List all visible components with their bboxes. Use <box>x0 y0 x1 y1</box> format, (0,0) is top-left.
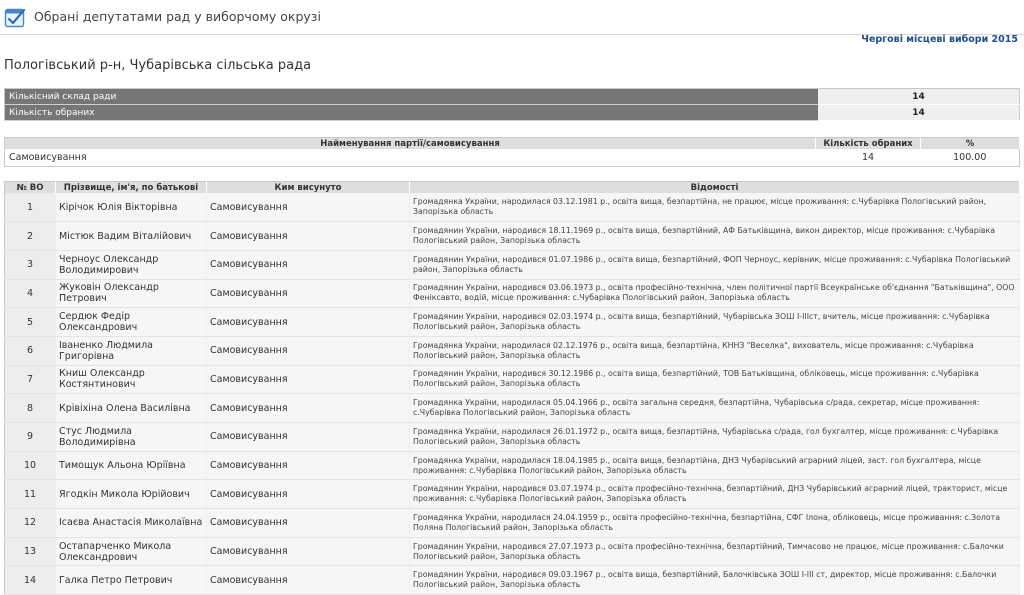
district-number: 4 <box>5 279 56 308</box>
candidate-name: Остапарченко Микола Олександрович <box>56 537 207 566</box>
summary-label: Кількісний склад ради <box>5 89 819 105</box>
nominated-by: Самовисування <box>207 336 410 365</box>
candidate-details: Громадянка України, народилася 26.01.1972 р., освіта вища, безпартійна, Чубарівська с/рада, гол бухгалтер, місце проживання: с.Чубарівка Пологівський район, Запорізька область <box>410 423 1020 452</box>
nominated-by: Самовисування <box>207 394 410 423</box>
summary-value: 14 <box>818 89 1020 105</box>
candidate-details: Громадянин України, народився 27.07.1973 р., освіта професійно-технічна, безпартійний, Тимчасово не працює, місце проживання: с.Балочки Пологівський район, Запорізька область <box>410 537 1020 566</box>
district-number: 2 <box>5 222 56 251</box>
nominated-by: Самовисування <box>207 279 410 308</box>
page-header <box>0 0 1024 35</box>
candidate-row <box>5 279 1020 308</box>
candidate-name: Черноус Олександр Володимирович <box>56 250 207 279</box>
candidate-row <box>5 250 1020 279</box>
summary-table <box>4 88 1020 121</box>
party-count-header: Кількість обраних <box>816 138 921 150</box>
candidate-name: Жуковін Олександр Петрович <box>56 279 207 308</box>
candidate-details: Громадянин України, народився 09.03.1967 р., освіта вища, безпартійний, Балочківська ЗОШ І-ІІІ ст, директор, місце проживання: с.Балочки Пологівський район, Запорізька область <box>410 566 1020 595</box>
candidate-row <box>5 451 1020 480</box>
party-name: Самовисування <box>9 152 87 163</box>
candidate-name: Містюк Вадим Віталійович <box>56 222 207 251</box>
candidates-header-row <box>5 182 1020 194</box>
candidate-details: Громадянин України, народився 01.07.1986 р., освіта вища, безпартійний, ФОП Черноус, керівник, місце проживання: с.Чубарівка Пологівський район, Запорізька область <box>410 250 1020 279</box>
district-number: 12 <box>5 509 56 538</box>
district-number: 7 <box>5 365 56 394</box>
candidate-details: Громадянка України, народилася 18.04.1985 р., освіта вища, безпартійна, ДНЗ Чубарівський аграрний ліцей, заст. гол бухгалтера, місце проживання: с.Чубарівка Пологівський район, Запорізька область <box>410 451 1020 480</box>
district-number: 8 <box>5 394 56 423</box>
candidate-details: Громадянка України, народилася 02.12.1976 р., освіта вища, безпартійна, КННЗ "Веселка", вихователь, місце проживання: с.Чубарівка Пологівський район, Запорізька область <box>410 336 1020 365</box>
nominated-by: Самовисування <box>207 509 410 538</box>
candidate-name: Галка Петро Петрович <box>56 566 207 595</box>
checkbox-icon <box>4 6 26 28</box>
summary-row <box>5 105 1020 121</box>
party-name-header: Найменування партії/самовисування <box>5 138 816 150</box>
candidate-name: Крівіхіна Олена Василівна <box>56 394 207 423</box>
party-percent: 100.00 <box>953 152 987 163</box>
candidate-row <box>5 480 1020 509</box>
summary-row <box>5 89 1020 105</box>
candidate-row <box>5 509 1020 538</box>
parties-table <box>4 137 1020 167</box>
candidate-row <box>5 365 1020 394</box>
nominated-by: Самовисування <box>207 308 410 337</box>
header-title: Обрані депутатами рад у виборчому окрузі <box>34 9 321 24</box>
nominated-by: Самовисування <box>207 537 410 566</box>
candidate-name: Книш Олександр Костянтинович <box>56 365 207 394</box>
candidate-name: Ісаєва Анастасія Миколаївна <box>56 509 207 538</box>
candidate-details: Громадянка України, народилася 03.12.1981 р., освіта вища, безпартійна, не працює, місце проживання: с.Чубарівка Пологівський район, Запорізька область <box>410 193 1020 222</box>
candidate-name: Ягодкін Микола Юрійович <box>56 480 207 509</box>
candidate-name: Іваненко Людмила Григорівна <box>56 336 207 365</box>
candidate-name: Сердюк Федір Олександрович <box>56 308 207 337</box>
candidate-row <box>5 566 1020 595</box>
candidate-details: Громадянин України, народився 30.12.1986 р., освіта вища, безпартійний, ТОВ Батьківщина, обліковець, місце проживання: с.Чубарівка Пологівський район, Запорізька область <box>410 365 1020 394</box>
candidate-row <box>5 423 1020 452</box>
full-name-header: Прізвище, ім'я, по батькові <box>56 182 207 194</box>
district-number: 13 <box>5 537 56 566</box>
summary-value: 14 <box>818 105 1020 121</box>
candidate-row <box>5 193 1020 222</box>
nominated-by: Самовисування <box>207 222 410 251</box>
candidate-details: Громадянка України, народилася 24.04.1959 р., освіта професійно-технічна, безпартійна, СФГ Ілона, обліковець, місце проживання: с.Золота Поляна Пологівський район, Запорізька область <box>410 509 1020 538</box>
district-number: 10 <box>5 451 56 480</box>
nominated-by: Самовисування <box>207 566 410 595</box>
candidate-details: Громадянин України, народився 02.03.1974 р., освіта вища, безпартійний, Чубарівська ЗОШ І-ІІІст, вчитель, місце проживання: с.Чубарівка Пологівський район, Запорізька область <box>410 308 1020 337</box>
candidate-details: Громадянин України, народився 18.11.1969 р., освіта вища, безпартійний, АФ Батьківщина, викон директор, місце проживання: с.Чубарівка Пологівський район, Запорізька область <box>410 222 1020 251</box>
candidate-row <box>5 308 1020 337</box>
nominated-by: Самовисування <box>207 480 410 509</box>
nominated-by: Самовисування <box>207 365 410 394</box>
summary-label: Кількість обраних <box>5 105 819 121</box>
candidate-name: Стус Людмила Володимирівна <box>56 423 207 452</box>
details-header: Відомості <box>410 182 1020 194</box>
candidate-name: Кірічок Юлія Вікторівна <box>56 193 207 222</box>
nominated-by: Самовисування <box>207 451 410 480</box>
nominated-by: Самовисування <box>207 193 410 222</box>
party-count: 14 <box>861 152 875 163</box>
district-number: 5 <box>5 308 56 337</box>
party-row <box>5 149 1020 167</box>
page-title: Пологівський р-н, Чубарівська сільська рада <box>4 58 312 73</box>
candidates-table <box>4 181 1020 595</box>
candidate-details: Громадянин України, народився 03.07.1974 р., освіта професійно-технічна, безпартійний, ДНЗ Чубарівський аграрний ліцей, тракторист, місце проживання: с.Чубарівка Пологівський район, Запорізька область <box>410 480 1020 509</box>
candidate-details: Громадянка України, народилася 05.04.1966 р., освіта загальна середня, безпартійна, Чубарівська с/рада, секретар, місце проживання: с.Чубарівка Пологівський район, Запорізька область <box>410 394 1020 423</box>
parties-header-row <box>5 138 1020 150</box>
elections-link[interactable]: Чергові місцеві вибори 2015 <box>861 34 1018 45</box>
party-percent-header: % <box>921 138 1020 150</box>
district-number: 14 <box>5 566 56 595</box>
district-number-header: № ВО <box>5 182 56 194</box>
district-number: 6 <box>5 336 56 365</box>
candidate-row <box>5 336 1020 365</box>
district-number: 3 <box>5 250 56 279</box>
district-number: 11 <box>5 480 56 509</box>
nominated-by: Самовисування <box>207 250 410 279</box>
nominated-by: Самовисування <box>207 423 410 452</box>
nominated-by-header: Ким висунуто <box>207 182 410 194</box>
candidate-row <box>5 222 1020 251</box>
candidate-details: Громадянин України, народився 03.06.1973 р., освіта професійно-технічна, член політичної партії Всеукраїнське об'єднання "Батьківщина", ООО Феніксавто, водій, місце проживання: с.Чубарівка Пологівський район, Запорізька область <box>410 279 1020 308</box>
district-number: 9 <box>5 423 56 452</box>
candidate-row <box>5 394 1020 423</box>
candidate-name: Тимощук Альона Юріївна <box>56 451 207 480</box>
district-number: 1 <box>5 193 56 222</box>
candidate-row <box>5 537 1020 566</box>
